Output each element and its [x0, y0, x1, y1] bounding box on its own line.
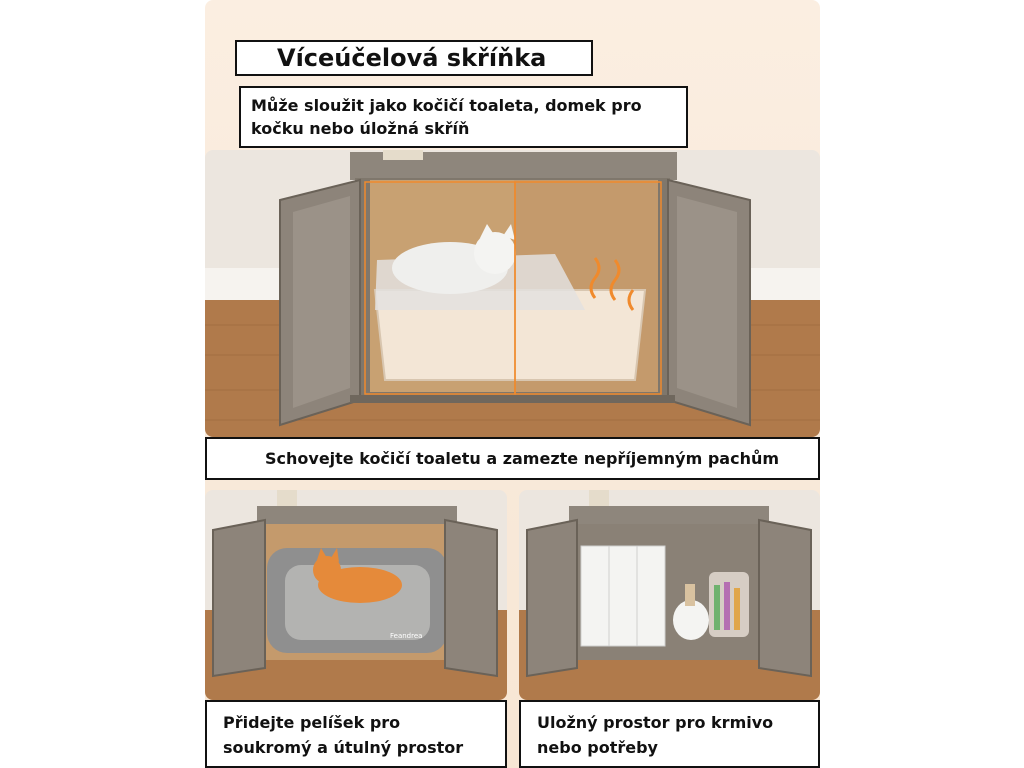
caption-cat-bed: Přidejte pelíšek pro soukromý a útulný prostor	[205, 700, 507, 768]
cat-bed-cabinet-photo	[205, 490, 507, 700]
caption-litter-box: Schovejte kočičí toaletu a zamezte nepříjemným pachům	[205, 437, 820, 480]
subtitle-box: Může sloužit jako kočičí toaleta, domek pro kočku nebo úložná skříň	[239, 86, 688, 148]
bed-brand-label: Feandrea	[390, 632, 423, 640]
caption-storage: Uložný prostor pro krmivo nebo potřeby	[519, 700, 820, 768]
page-title: Víceúčelová skříňka	[235, 40, 593, 76]
storage-cabinet-photo	[519, 490, 820, 700]
litter-box-cabinet-photo	[205, 150, 820, 437]
